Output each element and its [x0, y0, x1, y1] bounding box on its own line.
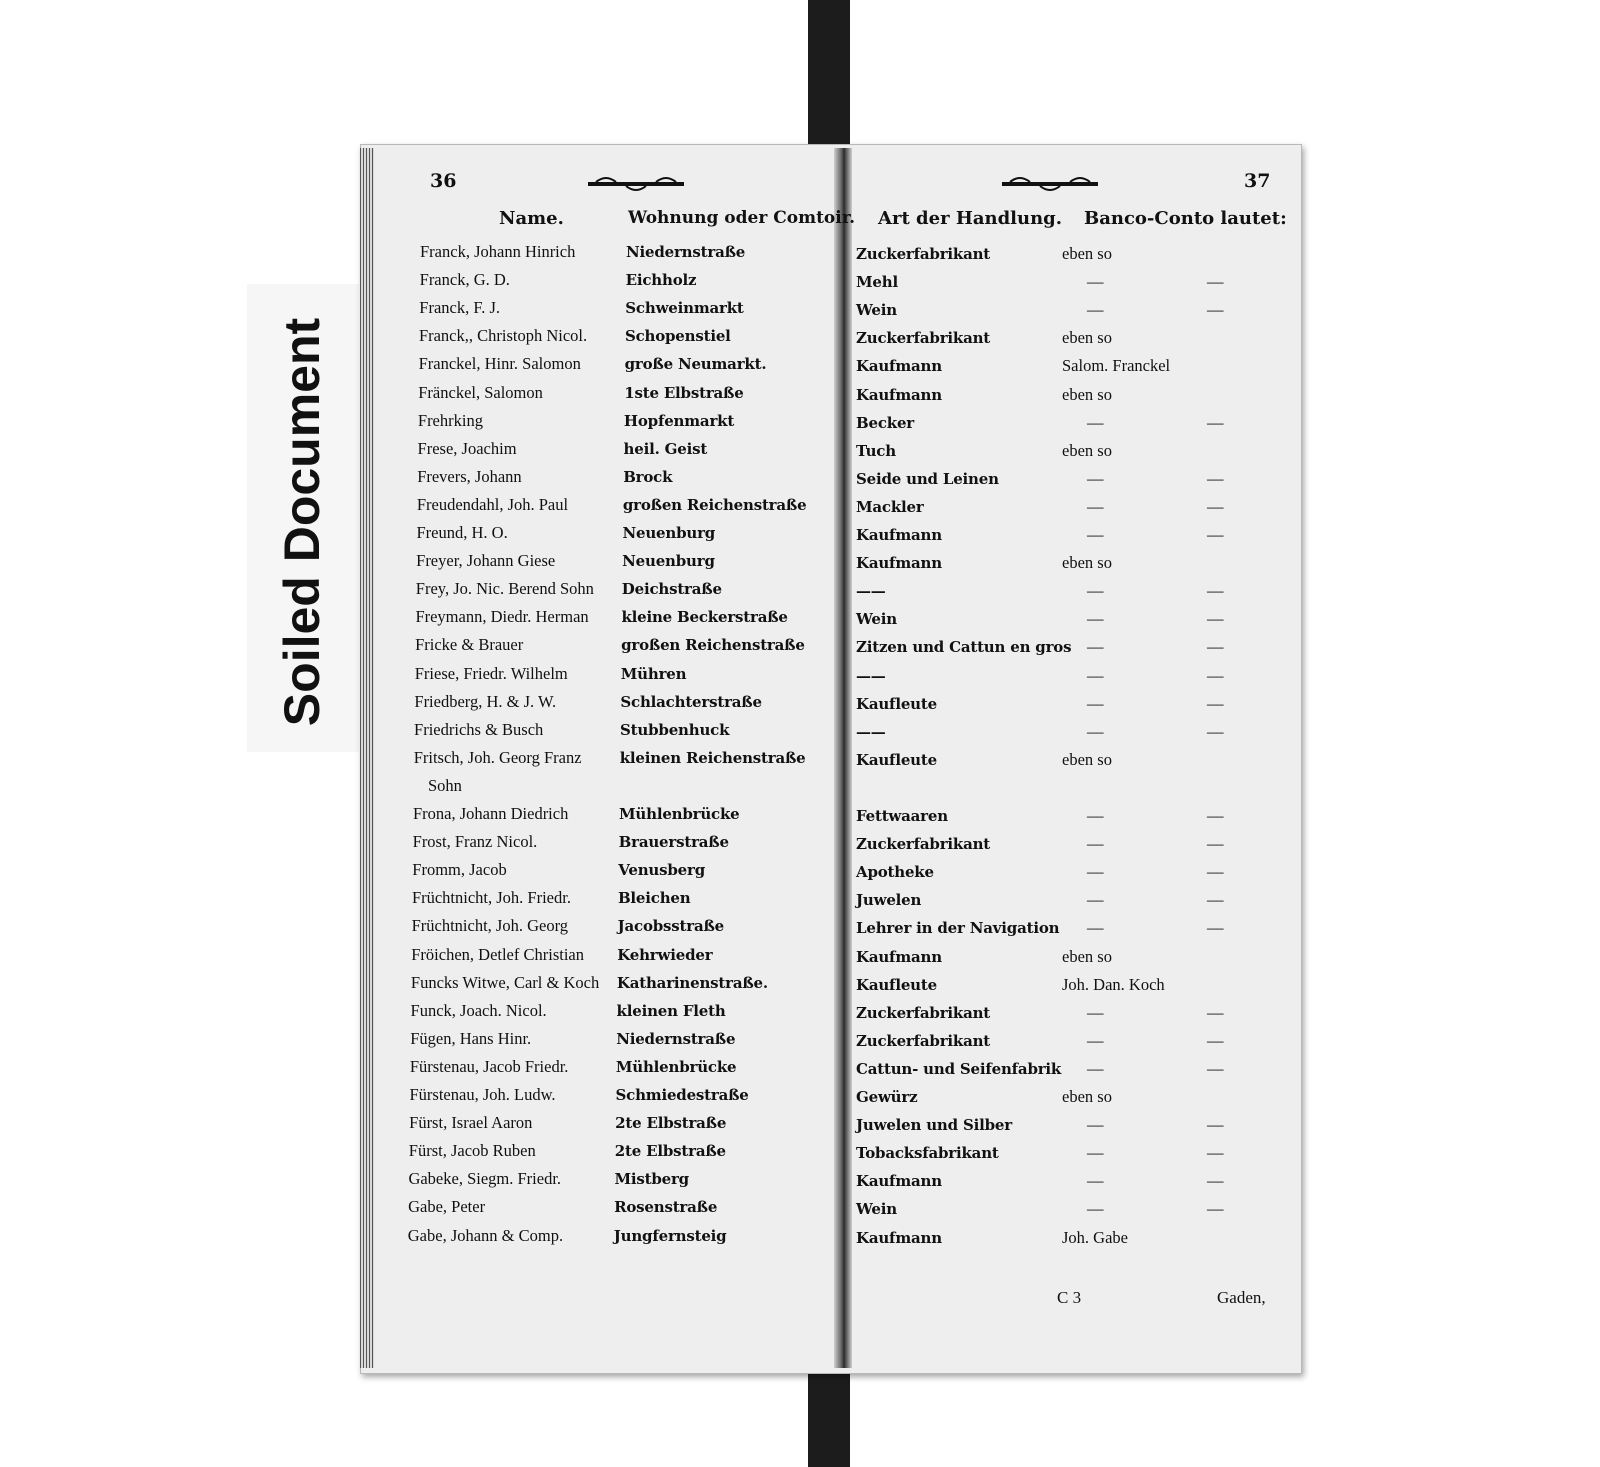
entry-banco-conto: —: [1087, 1058, 1104, 1078]
entry-name: Fritsch, Joh. Georg Franz: [413, 747, 582, 767]
table-row: [852, 804, 1300, 832]
entry-extra: —: [1207, 834, 1224, 854]
left-page: [374, 144, 856, 1372]
entry-name: Freudendahl, Joh. Paul: [416, 494, 569, 514]
table-row: [852, 1057, 1300, 1085]
entry-trade: Tobacksfabrikant: [856, 1144, 999, 1163]
table-row: [374, 493, 834, 521]
entry-address: Kehrwieder: [617, 945, 713, 964]
table-row: [852, 776, 1300, 804]
entry-address: Stubbenhuck: [620, 720, 730, 739]
entry-address: 2te Elbstraße: [614, 1142, 726, 1161]
entry-extra: —: [1207, 581, 1224, 601]
entry-extra: —: [1207, 1115, 1224, 1135]
entry-extra: —: [1207, 806, 1224, 825]
entry-trade: Apotheke: [856, 863, 934, 882]
table-row: [852, 298, 1300, 326]
entry-address: Mistberg: [614, 1170, 689, 1189]
entry-trade: Zitzen und Cattun en gros: [856, 638, 1072, 657]
entry-name: Fürstenau, Joh. Ludw.: [409, 1085, 556, 1104]
entry-address: kleinen Fleth: [616, 1001, 726, 1020]
table-row: [374, 914, 834, 942]
entry-banco-conto: eben so: [1062, 244, 1112, 263]
table-row: [852, 1001, 1300, 1029]
table-row: [852, 860, 1300, 888]
table-row: [852, 523, 1300, 551]
entry-banco-conto: —: [1087, 918, 1104, 938]
table-row: [852, 411, 1300, 439]
entry-banco-conto: eben so: [1062, 328, 1112, 348]
table-row: [374, 437, 834, 465]
entry-banco-conto: Joh. Gabe: [1062, 1227, 1128, 1247]
entry-name: Friese, Friedr. Wilhelm: [414, 663, 568, 683]
entry-trade: Lehrer in der Navigation: [856, 919, 1060, 938]
entry-trade: ——: [856, 666, 886, 685]
document-label: Soiled Document: [274, 317, 330, 727]
entry-name: Freyer, Johann Giese: [416, 551, 556, 571]
table-row: [852, 720, 1300, 748]
entry-banco-conto: eben so: [1062, 384, 1112, 404]
table-row: [374, 858, 834, 886]
entry-address: Jacobsstraße: [617, 917, 725, 936]
entry-extra: —: [1207, 890, 1224, 910]
table-row: [374, 633, 834, 661]
entry-address: Hopfenmarkt: [623, 411, 735, 430]
table-row: [852, 1141, 1300, 1169]
entry-banco-conto: —: [1087, 1030, 1104, 1050]
page-number: 36: [430, 170, 457, 192]
entry-address: Eichholz: [625, 271, 697, 290]
entry-extra: —: [1207, 1058, 1224, 1078]
entry-banco-conto: —: [1087, 1199, 1104, 1219]
entry-extra: —: [1207, 637, 1224, 657]
table-row: [374, 971, 834, 999]
entry-extra: —: [1207, 1171, 1224, 1191]
table-row: [852, 579, 1300, 607]
entry-banco-conto: eben so: [1062, 553, 1112, 573]
entry-trade: Kaufleute: [856, 750, 937, 769]
entry-banco-conto: Joh. Dan. Koch: [1062, 974, 1165, 994]
table-row: [374, 268, 834, 296]
entry-trade: Wein: [856, 1200, 897, 1219]
entry-trade: Kaufmann: [856, 357, 942, 376]
entry-address: Neuenburg: [622, 552, 715, 571]
entry-address: Niedernstraße: [616, 1029, 736, 1048]
entry-trade: Seide und Leinen: [856, 469, 999, 488]
entry-trade: Juwelen und Silber: [856, 1116, 1012, 1135]
entry-extra: —: [1207, 525, 1224, 544]
entry-name: Fränckel, Salomon: [418, 382, 543, 402]
table-row: [852, 467, 1300, 495]
entry-trade: Kaufmann: [856, 947, 942, 966]
entry-banco-conto: —: [1087, 665, 1104, 685]
entry-address: Jungfernsteig: [613, 1226, 727, 1245]
entry-extra: —: [1207, 468, 1224, 488]
entry-name: Sohn: [428, 775, 462, 795]
entry-address: Deichstraße: [621, 580, 722, 599]
table-row: [852, 242, 1300, 270]
entry-trade: ——: [856, 722, 886, 741]
table-row: [374, 690, 834, 718]
entry-address: Niedernstraße: [626, 243, 746, 261]
entry-trade: Juwelen: [856, 891, 922, 910]
entry-name: Fricke & Brauer: [415, 635, 524, 655]
entry-trade: Tuch: [856, 441, 896, 460]
table-row: [852, 383, 1300, 411]
entry-banco-conto: eben so: [1062, 1087, 1112, 1106]
table-row: [852, 270, 1300, 298]
entry-trade: Zuckerfabrikant: [856, 245, 991, 263]
table-row: [374, 1195, 834, 1223]
table-row: [374, 549, 834, 577]
table-row: [852, 326, 1300, 354]
table-row: [374, 943, 834, 971]
entry-address: Brock: [623, 467, 673, 486]
binding-strap-top: [808, 0, 850, 160]
entry-banco-conto: —: [1087, 525, 1104, 544]
table-row: [374, 1083, 834, 1111]
entry-address: Schlachterstraße: [620, 692, 762, 711]
table-row: [852, 1226, 1300, 1254]
entry-name: Franck, Johann Hinrich: [420, 242, 576, 261]
table-row: [374, 830, 834, 858]
table-row: [374, 324, 834, 352]
catchword: Gaden,: [1217, 1288, 1266, 1307]
table-row: [852, 973, 1300, 1001]
entry-name: Frese, Joachim: [417, 438, 517, 458]
table-row: [374, 746, 834, 774]
entry-extra: —: [1207, 300, 1224, 320]
entry-address: Mühren: [620, 664, 687, 683]
binding-strap-bottom: [808, 1360, 850, 1467]
table-row: [374, 381, 834, 409]
entry-trade: Wein: [856, 301, 897, 320]
entry-trade: ——: [856, 582, 886, 601]
column-header-name: Name.: [499, 208, 564, 229]
entry-name: Freymann, Diedr. Herman: [415, 607, 589, 627]
entry-trade: Mackler: [856, 497, 924, 516]
entry-banco-conto: —: [1087, 862, 1104, 882]
ornament-icon: [1000, 174, 1100, 194]
table-row: [852, 1197, 1300, 1225]
table-row: [374, 1111, 834, 1139]
entry-extra: —: [1207, 609, 1224, 629]
entry-address: kleine Beckerstraße: [621, 608, 788, 627]
entry-name: Franck, G. D.: [419, 270, 510, 290]
entry-trade: Kaufmann: [856, 554, 942, 573]
table-row: [374, 352, 834, 380]
entry-address: Mühlenbrücke: [619, 805, 740, 823]
entry-address: Schopenstiel: [624, 327, 731, 346]
entry-name: Frona, Johann Diedrich: [413, 804, 569, 823]
table-row: [374, 521, 834, 549]
entry-extra: —: [1207, 272, 1224, 292]
entry-name: Früchtnicht, Joh. Friedr.: [411, 888, 571, 908]
table-row: [374, 465, 834, 493]
entry-extra: —: [1207, 1143, 1224, 1163]
entry-name: Fromm, Jacob: [412, 860, 507, 880]
entry-banco-conto: eben so: [1062, 749, 1112, 769]
entry-banco-conto: —: [1087, 1171, 1104, 1191]
book-gutter: [834, 148, 852, 1368]
table-row: [374, 1027, 834, 1055]
entry-extra: —: [1207, 1030, 1224, 1050]
entry-banco-conto: —: [1087, 1115, 1104, 1135]
entry-extra: —: [1207, 1002, 1224, 1022]
entry-name: Gabe, Peter: [408, 1197, 486, 1217]
entry-trade: Zuckerfabrikant: [856, 1003, 991, 1022]
entry-address: Schmiedestraße: [615, 1086, 749, 1104]
entry-banco-conto: —: [1087, 496, 1104, 516]
entry-name: Fürst, Jacob Ruben: [408, 1141, 536, 1161]
entry-trade: Mehl: [856, 273, 898, 292]
entry-name: Frehrking: [417, 410, 483, 430]
table-row: [374, 1139, 834, 1167]
entry-name: Frost, Franz Nicol.: [412, 832, 538, 852]
table-row: [374, 1055, 834, 1083]
entry-banco-conto: —: [1087, 1143, 1104, 1163]
table-row: [852, 1085, 1300, 1113]
entry-banco-conto: —: [1087, 637, 1104, 657]
entry-address: Mühlenbrücke: [615, 1057, 737, 1076]
entry-trade: Kaufmann: [856, 1172, 942, 1191]
entry-name: Frey, Jo. Nic. Berend Sohn: [415, 579, 594, 599]
entry-extra: —: [1207, 918, 1224, 938]
table-row: [374, 240, 834, 268]
table-row: [852, 1169, 1300, 1197]
entry-extra: —: [1207, 665, 1224, 685]
table-row: [852, 888, 1300, 916]
entry-banco-conto: —: [1087, 581, 1104, 601]
entry-address: großen Reichenstraße: [621, 636, 805, 655]
entry-name: Frevers, Johann: [417, 466, 522, 486]
entry-banco-conto: —: [1087, 693, 1104, 713]
entry-name: Friedberg, H. & J. W.: [414, 691, 557, 711]
entry-address: Neuenburg: [622, 524, 716, 542]
entry-address: Brauerstraße: [618, 833, 729, 852]
entry-trade: Kaufmann: [856, 1228, 942, 1247]
entry-name: Freund, H. O.: [416, 523, 508, 542]
table-row: [374, 577, 834, 605]
entry-trade: Kaufleute: [856, 975, 937, 994]
entry-banco-conto: —: [1087, 806, 1104, 825]
entry-address: Venusberg: [618, 861, 705, 880]
entry-banco-conto: —: [1087, 721, 1104, 741]
table-row: [852, 495, 1300, 523]
table-row: [374, 409, 834, 437]
entry-banco-conto: eben so: [1062, 440, 1112, 460]
entry-name: Fügen, Hans Hinr.: [410, 1028, 532, 1048]
table-row: [852, 1113, 1300, 1141]
table-row: [374, 605, 834, 633]
entry-name: Gabeke, Siegm. Friedr.: [408, 1169, 562, 1189]
entry-extra: —: [1207, 1199, 1224, 1219]
table-row: [374, 718, 834, 746]
signature-mark: C 3: [1057, 1288, 1082, 1307]
entry-banco-conto: —: [1087, 412, 1104, 432]
table-row: [374, 774, 834, 802]
entry-address: Schweinmarkt: [625, 299, 744, 318]
table-row: [852, 945, 1300, 973]
entry-address: Bleichen: [617, 889, 691, 908]
entry-name: Fröichen, Detlef Christian: [411, 944, 585, 964]
entry-trade: Fettwaaren: [856, 807, 948, 825]
table-row: [852, 439, 1300, 467]
column-header-address: Wohnung oder Comtoir.: [628, 208, 856, 228]
right-page: [852, 144, 1300, 1372]
table-row: [852, 1029, 1300, 1057]
column-header-banco: Banco-Conto lautet:: [1084, 208, 1287, 229]
entry-banco-conto: —: [1087, 1002, 1104, 1022]
entry-banco-conto: —: [1087, 272, 1104, 292]
entry-name: Friedrichs & Busch: [414, 719, 544, 739]
entry-banco-conto: —: [1087, 300, 1104, 320]
table-row: [374, 802, 834, 830]
entry-trade: Kaufmann: [856, 526, 942, 544]
page-edges: [360, 148, 374, 1368]
entry-name: Früchtnicht, Joh. Georg: [411, 916, 569, 936]
table-row: [852, 635, 1300, 663]
entry-trade: Zuckerfabrikant: [856, 835, 991, 854]
entry-trade: Kaufleute: [856, 694, 937, 713]
entry-banco-conto: —: [1087, 890, 1104, 910]
entry-name: Franck, F. J.: [419, 298, 501, 318]
entry-name: Franck,, Christoph Nicol.: [418, 326, 588, 346]
entry-address: Rosenstraße: [614, 1198, 718, 1217]
table-row: [852, 916, 1300, 944]
entry-extra: —: [1207, 412, 1224, 432]
table-row: [374, 662, 834, 690]
entry-banco-conto: —: [1087, 468, 1104, 488]
table-row: [852, 354, 1300, 382]
table-row: [374, 1167, 834, 1195]
ornament-icon: [586, 174, 686, 194]
entry-extra: —: [1207, 693, 1224, 713]
table-row: [852, 692, 1300, 720]
entry-trade: Cattun- und Seifenfabrik: [856, 1059, 1062, 1078]
table-row: [374, 999, 834, 1027]
entry-banco-conto: Salom. Franckel: [1062, 356, 1171, 376]
entry-banco-conto: —: [1087, 834, 1104, 854]
entry-name: Funck, Joach. Nicol.: [410, 1000, 547, 1020]
entry-name: Gabe, Johann & Comp.: [407, 1225, 564, 1245]
entry-address: großen Reichenstraße: [622, 495, 807, 514]
table-row: [852, 664, 1300, 692]
entry-extra: —: [1207, 862, 1224, 882]
entry-name: Fürstenau, Jacob Friedr.: [409, 1056, 569, 1076]
column-header-trade: Art der Handlung.: [878, 208, 1063, 229]
entry-banco-conto: eben so: [1062, 946, 1112, 966]
entry-trade: Kaufmann: [856, 385, 942, 404]
table-row: [852, 748, 1300, 776]
entry-trade: Zuckerfabrikant: [856, 1031, 991, 1050]
entry-trade: Wein: [856, 610, 897, 629]
entry-address: große Neumarkt.: [624, 355, 767, 374]
entry-trade: Zuckerfabrikant: [856, 329, 991, 348]
table-row: [852, 551, 1300, 579]
table-row: [374, 1224, 834, 1252]
table-row: [852, 832, 1300, 860]
table-row: [374, 296, 834, 324]
entry-trade: Becker: [856, 413, 914, 432]
entry-name: Funcks Witwe, Carl & Koch: [410, 972, 600, 992]
entry-name: Franckel, Hinr. Salomon: [418, 354, 581, 374]
entry-extra: —: [1207, 496, 1224, 516]
table-row: [374, 886, 834, 914]
entry-extra: —: [1207, 721, 1224, 741]
entry-address: Katharinenstraße.: [616, 973, 768, 992]
entry-address: kleinen Reichenstraße: [619, 748, 806, 767]
entry-address: heil. Geist: [623, 439, 708, 458]
entry-name: Fürst, Israel Aaron: [409, 1113, 533, 1133]
entry-banco-conto: —: [1087, 609, 1104, 629]
table-row: [852, 607, 1300, 635]
entry-address: 2te Elbstraße: [615, 1114, 727, 1133]
entry-address: 1ste Elbstraße: [624, 383, 744, 402]
page-number: 37: [1244, 170, 1271, 192]
entry-trade: Gewürz: [856, 1088, 918, 1106]
